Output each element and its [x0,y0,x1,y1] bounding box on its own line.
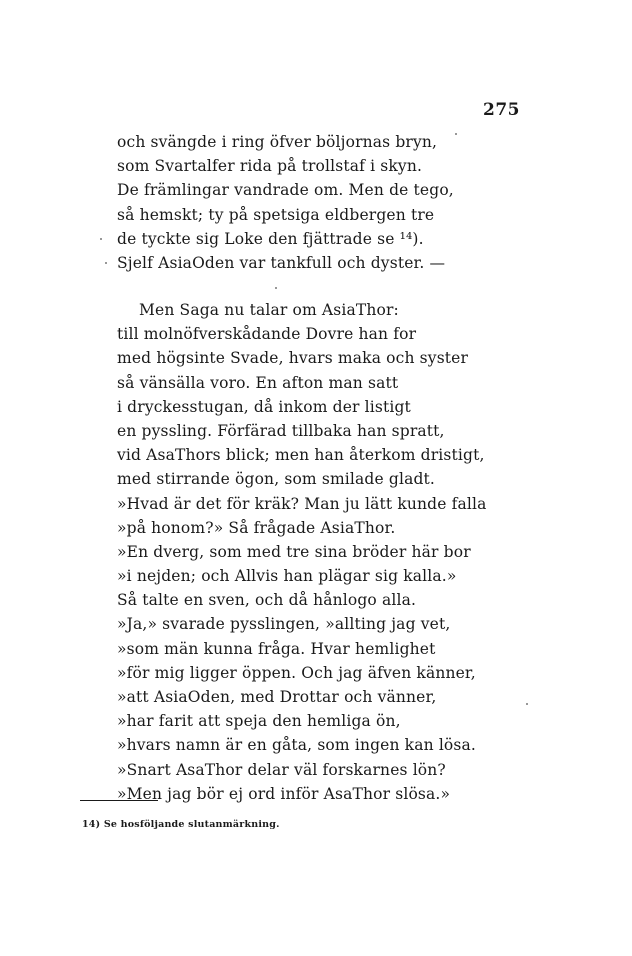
print-speck [526,703,528,705]
verse-line: »har farit att speja den hemliga ön, [117,712,401,731]
verse-line: till molnöfverskådande Dovre han for [117,325,417,344]
verse-line: med högsinte Svade, hvars maka och syster [117,349,469,368]
verse-line: De främlingar vandrade om. Men de tego, [117,181,454,200]
verse-line: Så talte en sven, och då hånlogo alla. [117,591,417,610]
verse-line: »Ja,» svarade pysslingen, »allting jag vet, [117,615,451,634]
verse-line: »Hvad är det för kräk? Man ju lätt kunde falla [117,494,487,513]
verse-line: så vänsälla voro. En afton man satt [117,373,399,392]
footnote-divider [80,800,158,801]
verse-line: »på honom?» Så frågade AsiaThor. [117,518,396,537]
stanza-2 [117,298,487,806]
verse-line: »En dverg, som med tre sina bröder här bor [117,542,471,561]
verse-line: »för mig ligger öppen. Och jag äfven känner, [117,663,476,682]
page-number: 275 [483,100,520,120]
verse-line: »Snart AsaThor delar väl forskarnes lön? [117,760,446,779]
print-speck [275,287,277,289]
verse-line: Men Saga nu talar om AsiaThor: [139,301,399,319]
verse-line: Sjelf AsiaOden var tankfull och dyster. — [117,253,446,272]
footnote: 14) Se hosföljande slutanmärkning. [82,819,280,830]
verse-line: »att AsiaOden, med Drottar och vänner, [117,688,437,706]
print-speck [455,133,457,135]
verse-line: en pyssling. Förfärad tillbaka han spratt, [117,421,445,440]
verse-line: i dryckesstugan, då inkom der listigt [117,397,411,416]
print-speck [105,262,107,264]
verse-line: vid AsaThors blick; men han återkom dristigt, [117,446,485,465]
verse-line: »som män kunna fråga. Hvar hemlighet [117,639,436,658]
print-speck [100,238,102,240]
verse-line: »hvars namn är en gåta, som ingen kan lösa. [117,736,476,755]
verse-line: så hemskt; ty på spetsiga eldbergen tre [117,205,435,224]
verse-line: med stirrande ögon, som smilade gladt. [117,470,435,489]
verse-line: »i nejden; och Allvis han plägar sig kalla.» [117,567,457,586]
verse-line: »Men jag bör ej ord inför AsaThor slösa.» [117,784,451,803]
verse-line: de tyckte sig Loke den fjättrade se ¹⁴). [117,229,424,248]
verse-line: och svängde i ring öfver böljornas bryn, [117,133,438,151]
verse-line: som Svartalfer rida på trollstaf i skyn. [117,157,423,176]
stanza-1 [117,130,454,275]
